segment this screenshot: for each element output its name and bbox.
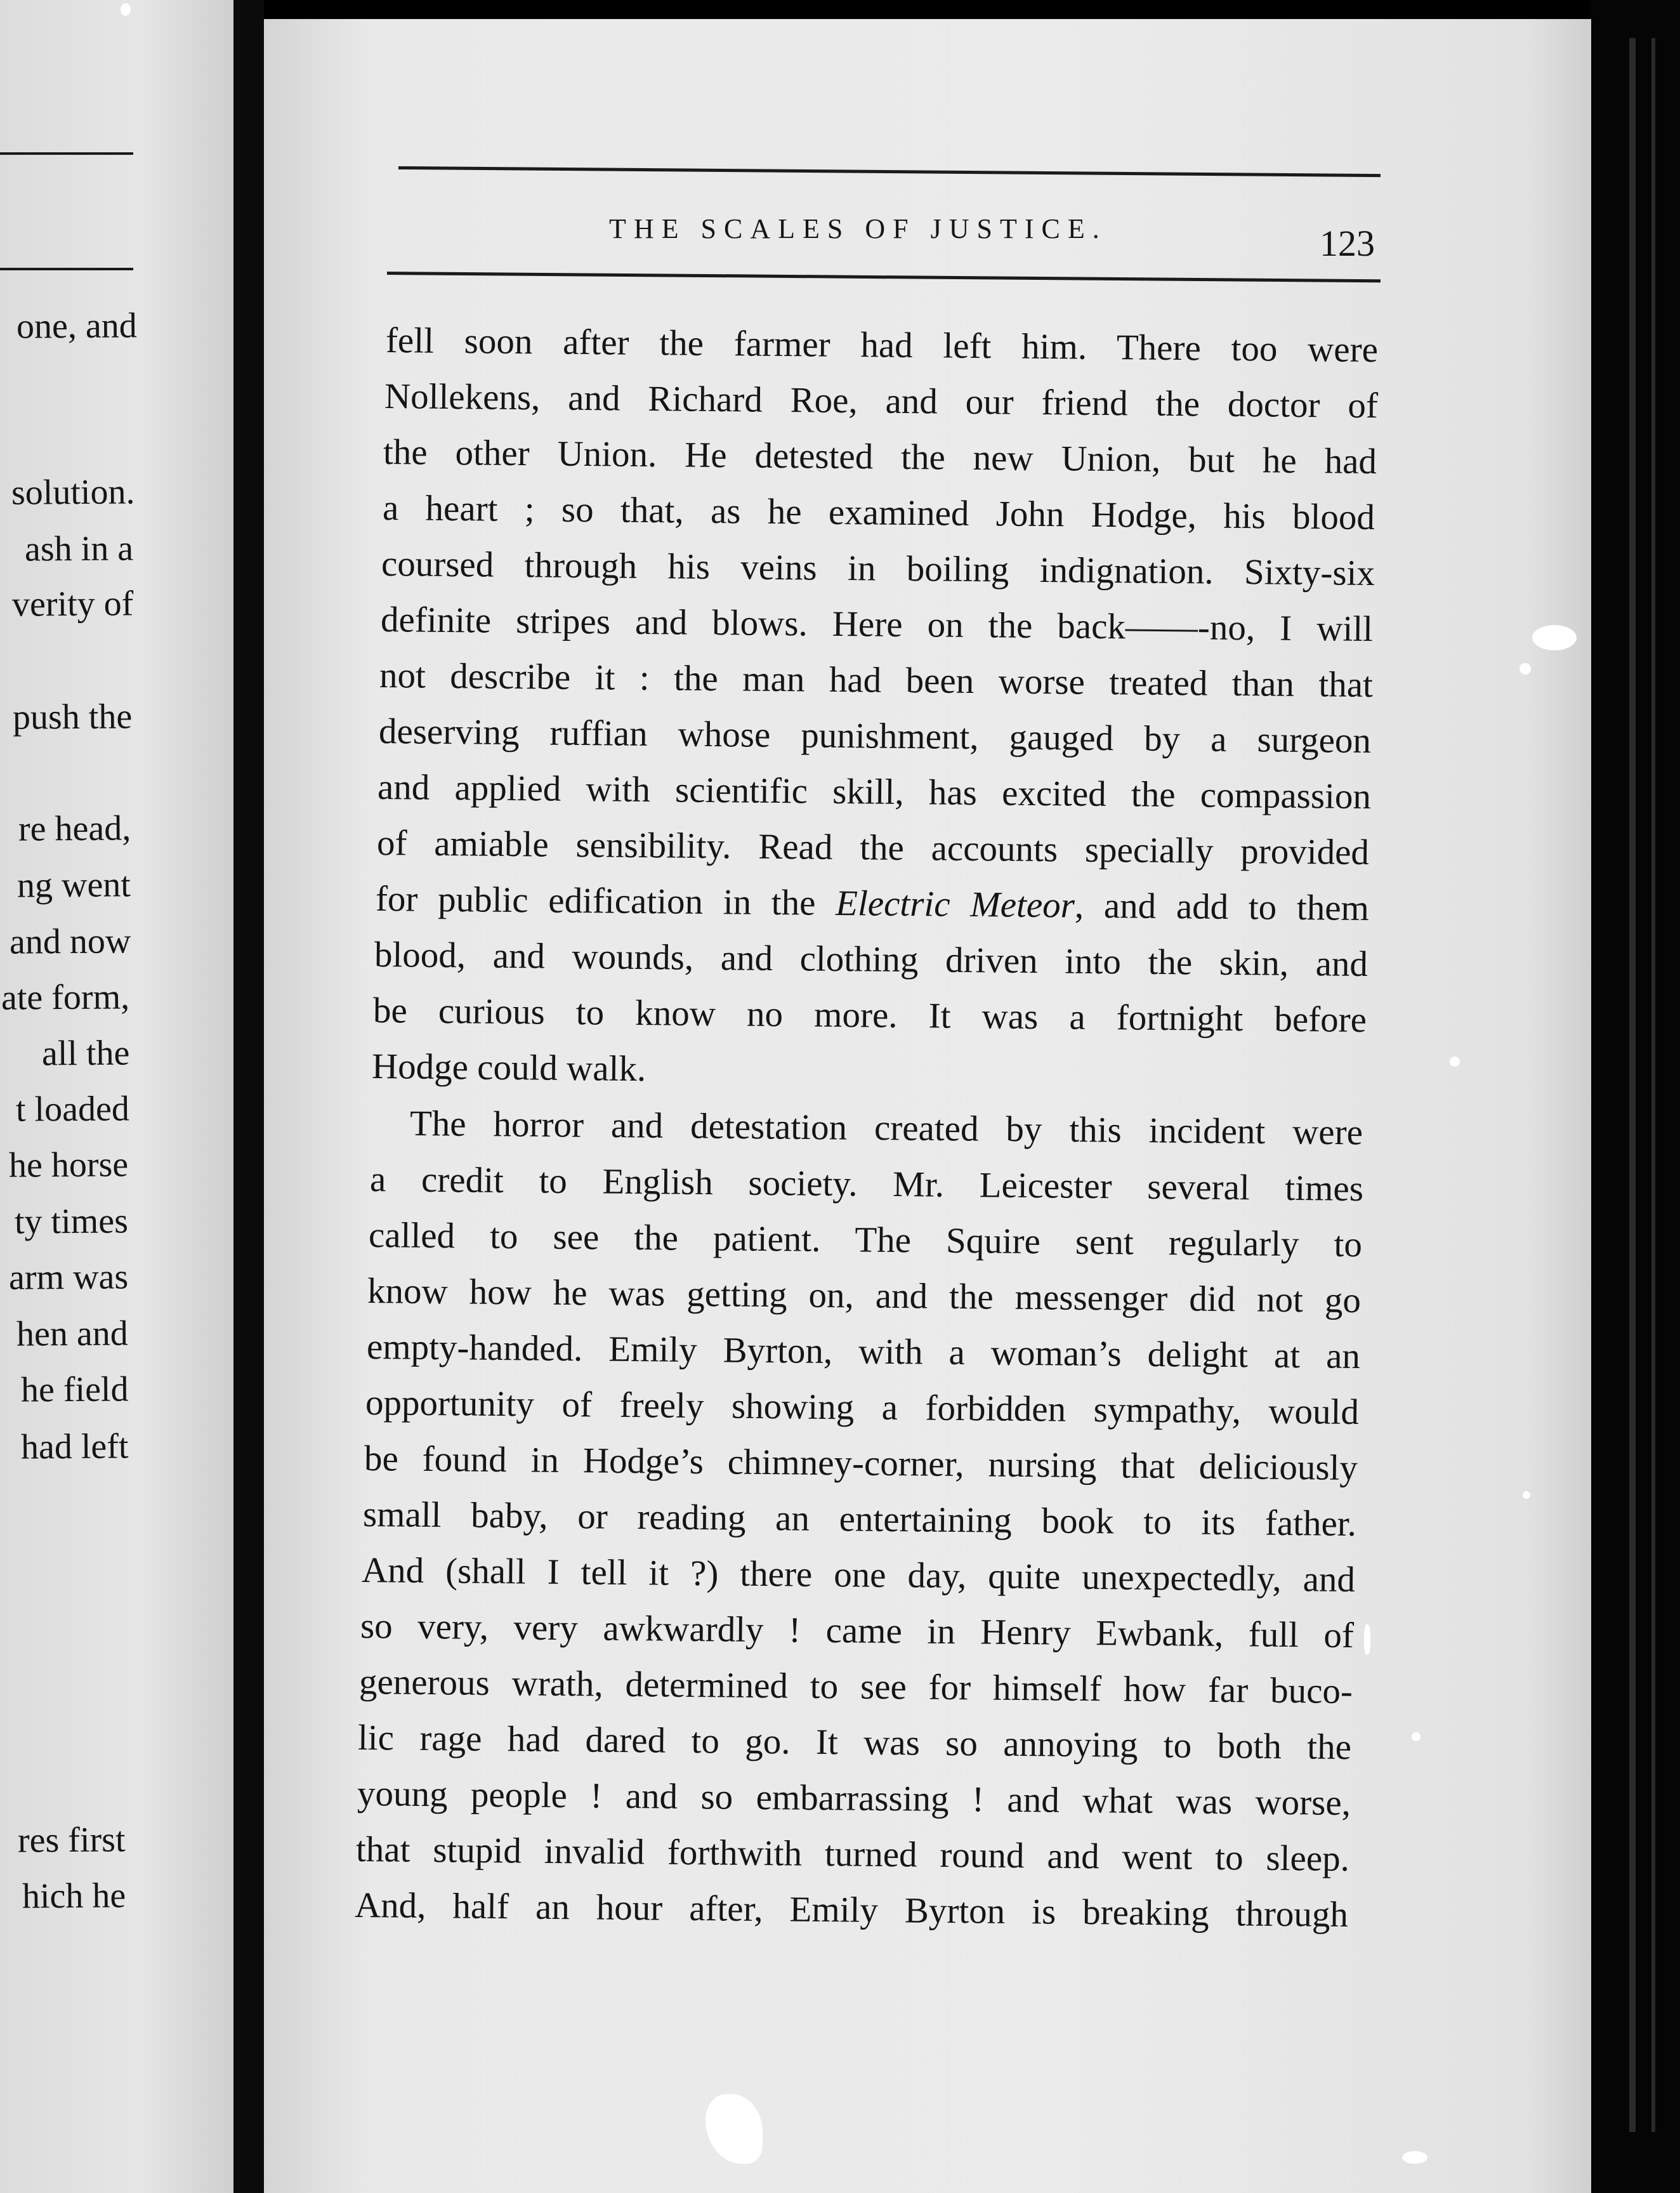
- previous-page-line: ty times: [14, 1201, 129, 1242]
- text-line: and applied with scientific skill, has excited the compassion: [377, 767, 1372, 817]
- text-line: And, half an hour after, Emily Byrton is breaking through: [354, 1885, 1349, 1935]
- page-edge-shadow: [1591, 0, 1680, 2193]
- previous-page-line: ng went: [16, 865, 131, 906]
- previous-page-line: push the: [12, 697, 133, 737]
- text-line: of amiable sensibility. Read the accounts specially provided: [376, 823, 1370, 873]
- previous-page-line: verity of: [11, 584, 134, 624]
- text-line: opportunity of freely showing a forbidden sympathy, would: [365, 1383, 1360, 1433]
- text-line: a heart ; so that, as he examined John Hodge, his blood: [382, 488, 1375, 538]
- previous-page-line: ash in a: [24, 529, 134, 569]
- text-line-end: , and add to them: [1074, 885, 1370, 929]
- text-line: deserving ruffian whose punishment, gauged by a surgeon: [378, 711, 1372, 761]
- scan-speck: [1412, 1732, 1421, 1741]
- running-head: THE SCALES OF JUSTICE.: [609, 213, 1107, 244]
- previous-page-line: t loaded: [15, 1089, 130, 1129]
- previous-page-line: he horse: [8, 1145, 129, 1185]
- text-line: so very, very awkwardly ! came in Henry Ewbank, full of: [360, 1606, 1355, 1656]
- scan-speck: [121, 3, 131, 16]
- previous-page-top-rule: [0, 152, 133, 155]
- text-line: lic rage had dared to go. It was so annoying to both the: [357, 1718, 1352, 1768]
- previous-page-line: all the: [41, 1033, 130, 1074]
- text-line: not describe it : the man had been worse treated than that: [379, 655, 1374, 706]
- text-line: Hodge could walk.: [371, 1046, 646, 1090]
- previous-page-line: hich he: [22, 1876, 126, 1916]
- previous-page-line: hen and: [16, 1314, 129, 1354]
- text-line: Nollekens, and Richard Roe, and our friend the doctor of: [384, 376, 1379, 426]
- scan-speck: [1364, 1624, 1370, 1655]
- previous-page-line: re head,: [18, 808, 131, 849]
- text-line: that stupid invalid forthwith turned round and went to sleep.: [355, 1829, 1350, 1880]
- scan-speck: [1532, 625, 1577, 650]
- text-line: empty-handed. Emily Byrton, with a woman’s delight at an: [366, 1327, 1361, 1377]
- newspaper-title: Electric Meteor: [835, 883, 1075, 926]
- text-line: small baby, or reading an entertaining book to its father.: [362, 1494, 1357, 1544]
- previous-page-head-rule: [0, 268, 133, 270]
- previous-page: [0, 0, 233, 2193]
- text-line: be found in Hodge’s chimney-corner, nursing that deliciously: [364, 1439, 1358, 1489]
- text-line: a credit to English society. Mr. Leicester several times: [369, 1159, 1364, 1209]
- scan-speck: [1523, 1491, 1530, 1499]
- scan-speck: [1450, 1057, 1460, 1067]
- previous-page-line: one, and: [16, 306, 138, 346]
- previous-page-line: had left: [20, 1426, 129, 1467]
- text-line: And (shall I tell it ?) there one day, quite unexpectedly, and: [361, 1550, 1356, 1600]
- book-gutter: [233, 0, 264, 2193]
- text-line: definite stripes and blows. Here on the back——-no, I will: [380, 600, 1374, 650]
- previous-page-line: res first: [18, 1820, 126, 1860]
- previous-page-line: solution.: [11, 472, 135, 513]
- text-line: know how he was getting on, and the messenger did not go: [367, 1271, 1362, 1321]
- text-line: fell soon after the farmer had left him. There too were: [385, 320, 1379, 371]
- previous-page-line: ate form,: [1, 977, 130, 1018]
- text-line: The horror and detestation created by this incident were: [409, 1103, 1363, 1153]
- text-line: the other Union. He detested the new Union, but he had: [383, 432, 1377, 482]
- text-line: coursed through his veins in boiling indignation. Sixty-six: [381, 544, 1375, 594]
- text-line: young people ! and so embarrassing ! and what was worse,: [357, 1774, 1351, 1824]
- page-number: 123: [1320, 223, 1375, 264]
- text-line: be curious to know no more. It was a fortnight before: [372, 991, 1367, 1041]
- text-line: generous wrath, determined to see for himself how far buco-: [358, 1662, 1353, 1712]
- text-line: called to see the patient. The Squire sent regularly to: [368, 1215, 1363, 1265]
- previous-page-line: he field: [20, 1369, 129, 1410]
- text-line-start: for public edification in the: [375, 879, 836, 923]
- text-line: blood, and wounds, and clothing driven into the skin, and: [374, 935, 1368, 985]
- scan-speck: [1519, 663, 1531, 675]
- previous-page-line: and now: [9, 921, 131, 962]
- previous-page-line: arm was: [8, 1257, 129, 1298]
- scan-speck: [1402, 2151, 1427, 2164]
